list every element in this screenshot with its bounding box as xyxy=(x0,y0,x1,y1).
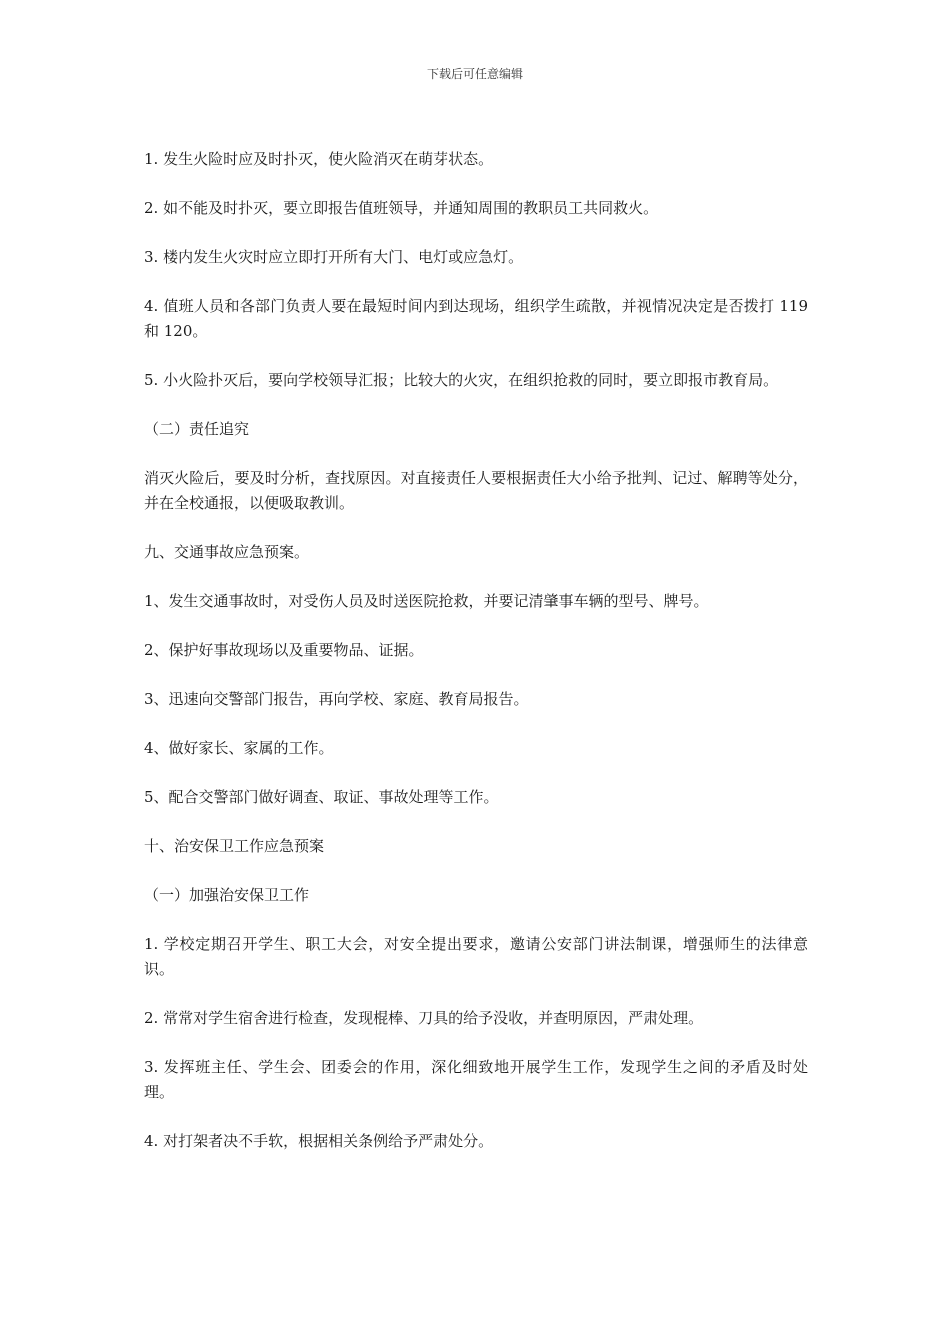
security-step-4: 4. 对打架者决不手软，根据相关条例给予严肃处分。 xyxy=(144,1132,494,1150)
fire-step-3: 3. 楼内发生火灾时应立即打开所有大门、电灯或应急灯。 xyxy=(144,248,524,266)
fire-step-2: 2. 如不能及时扑灭，要立即报告值班领导，并通知周围的教职员工共同救火。 xyxy=(144,199,659,217)
traffic-step-5: 5、配合交警部门做好调查、取证、事故处理等工作。 xyxy=(144,788,499,806)
subsection-heading-security: （一）加强治安保卫工作 xyxy=(144,886,310,904)
fire-step-4: 4. 值班人员和各部门负责人要在最短时间内到达现场，组织学生疏散，并视情况决定是否拨打 119 和 120。 xyxy=(144,297,808,340)
security-step-3: 3. 发挥班主任、学生会、团委会的作用，深化细致地开展学生工作，发现学生之间的矛盾及时处理。 xyxy=(144,1058,808,1101)
document-body xyxy=(144,147,808,1178)
traffic-step-3: 3、迅速向交警部门报告，再向学校、家庭、教育局报告。 xyxy=(144,690,529,708)
accountability-text: 消灭火险后，要及时分析，查找原因。对直接责任人要根据责任大小给予批判、记过、解聘等处分，并在全校通报，以便吸取教训。 xyxy=(144,469,808,512)
page-header: 下载后可任意编辑 xyxy=(426,67,523,81)
fire-step-5: 5. 小火险扑灭后，要向学校领导汇报；比较大的火灾，在组织抢救的同时，要立即报市教育局。 xyxy=(144,371,779,389)
traffic-step-2: 2、保护好事故现场以及重要物品、证据。 xyxy=(144,641,424,659)
security-step-2: 2. 常常对学生宿舍进行检查，发现棍棒、刀具的给予没收，并查明原因，严肃处理。 xyxy=(144,1009,704,1027)
traffic-step-1: 1、发生交通事故时，对受伤人员及时送医院抢救，并要记清肇事车辆的型号、牌号。 xyxy=(144,592,709,610)
traffic-step-4: 4、做好家长、家属的工作。 xyxy=(144,739,334,757)
section-heading-accountability: （二）责任追究 xyxy=(144,420,250,438)
security-step-1: 1. 学校定期召开学生、职工大会，对安全提出要求，邀请公安部门讲法制课，增强师生的法律意识。 xyxy=(144,935,808,978)
fire-step-1: 1. 发生火险时应及时扑灭，使火险消灭在萌芽状态。 xyxy=(144,150,494,168)
section-heading-security: 十、治安保卫工作应急预案 xyxy=(144,837,325,855)
section-heading-traffic: 九、交通事故应急预案。 xyxy=(144,543,310,561)
